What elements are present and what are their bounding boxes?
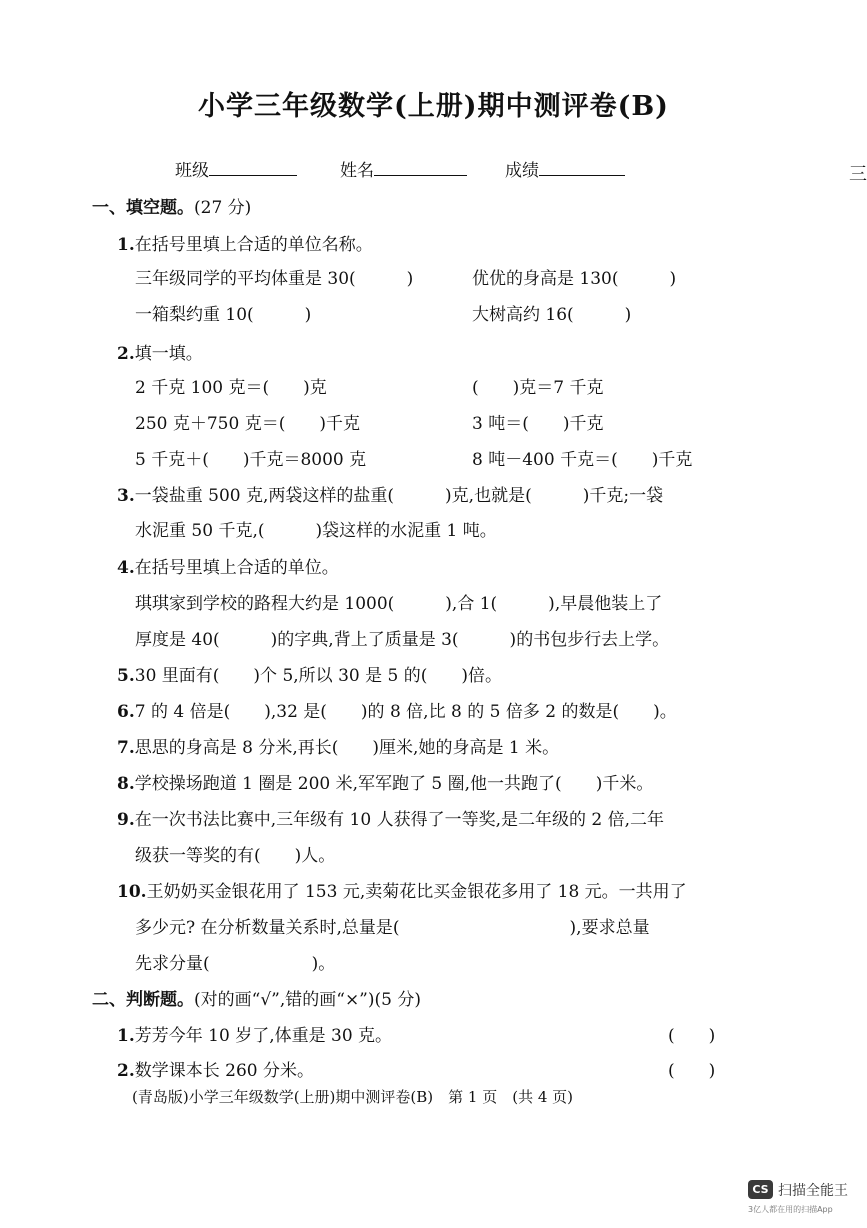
q7-text: 思思的身高是 8 分米,再长( )厘米,她的身高是 1 米。 [134,738,560,758]
q9-line2: 级获一等奖的有( )人。 [135,846,336,866]
q9-text-line1: 在一次书法比赛中,三年级有 10 人获得了一等奖,是二年级的 2 倍,二年 [134,810,665,830]
q5 [117,661,502,686]
section1-title: 一、填空题。 [92,198,194,218]
q3-number: 3. [117,486,135,506]
q4-number: 4. [117,558,135,578]
q3-line1 [117,481,663,506]
judge-q1-answer-bracket[interactable]: ( ) [668,1026,716,1046]
judge-q2 [117,1056,314,1081]
q8 [117,769,653,794]
q5-text: 30 里面有( )个 5,所以 30 是 5 的( )倍。 [134,666,503,686]
judge-q2-text: 数学课本长 260 分米。 [134,1061,315,1081]
q2-item-f: 8 吨－400 千克＝( )千克 [472,450,693,470]
q1-text: 在括号里填上合适的单位名称。 [134,235,373,255]
scanner-logo-icon: CS [748,1180,773,1199]
scanner-tagline: 3亿人都在用的扫描App [748,1205,833,1214]
judge-q2-answer-bracket[interactable]: ( ) [668,1061,716,1081]
q10-number: 10. [117,882,147,902]
q1-item-d: 大树高约 16( ) [472,305,632,325]
judge-q2-number: 2. [117,1061,135,1081]
q2-item-e: 5 千克＋( )千克＝8000 克 [135,450,367,470]
q1-stem [117,230,373,255]
page-footer: (青岛版)小学三年级数学(上册)期中测评卷(B) 第 1 页 (共 4 页) [132,1088,574,1106]
q8-number: 8. [117,774,135,794]
judge-q1 [117,1021,392,1046]
q5-number: 5. [117,666,135,686]
q6 [117,697,677,722]
q4-stem [117,553,339,578]
q2-item-d: 3 吨＝( )千克 [472,414,604,434]
q2-stem [117,339,203,364]
class-field [175,156,297,181]
section2-instruction: (对的画“√”,错的画“×”)(5 分) [194,990,421,1010]
q10-line2: 多少元? 在分析数量关系时,总量是( ),要求总量 [135,918,650,938]
q1-number: 1. [117,235,135,255]
section2-title: 二、判断题。 [92,990,194,1010]
score-field [505,156,625,181]
q2-number: 2. [117,344,135,364]
name-label: 姓名 [340,161,374,181]
name-field [340,156,467,181]
section2-heading [92,985,421,1010]
q2-item-a: 2 千克 100 克＝( )克 [135,378,327,398]
q1-item-c: 一箱梨约重 10( ) [135,305,312,325]
q4-text: 在括号里填上合适的单位。 [134,558,339,578]
section1-points: (27 分) [194,198,252,218]
class-label: 班级 [175,161,209,181]
q6-text: 7 的 4 倍是( ),32 是( )的 8 倍,比 8 的 5 倍多 2 的数是( )。 [134,702,677,722]
side-mark: 三 [849,164,867,185]
q2-item-b: ( )克＝7 千克 [472,378,604,398]
q6-number: 6. [117,702,135,722]
q9-number: 9. [117,810,135,830]
q10-line1 [117,877,687,902]
q9-line1 [117,805,664,830]
q10-line3: 先求分量( )。 [135,954,336,974]
q8-text: 学校操场跑道 1 圈是 200 米,军军跑了 5 圈,他一共跑了( )千米。 [134,774,654,794]
q7 [117,733,559,758]
section1-heading [92,193,251,218]
scanner-brand: 扫描全能王 [778,1183,848,1199]
judge-q1-number: 1. [117,1026,135,1046]
q4-line1: 琪琪家到学校的路程大约是 1000( ),合 1( ),早晨他装上了 [135,594,663,614]
q1-item-a: 三年级同学的平均体重是 30( ) [135,269,414,289]
name-blank[interactable] [374,159,467,176]
q2-item-c: 250 克＋750 克＝( )千克 [135,414,360,434]
judge-q1-text: 芳芳今年 10 岁了,体重是 30 克。 [134,1026,393,1046]
q1-item-b: 优优的身高是 130( ) [472,269,677,289]
q3-line2: 水泥重 50 千克,( )袋这样的水泥重 1 吨。 [135,521,497,541]
score-blank[interactable] [539,159,625,176]
q3-text-line1: 一袋盐重 500 克,两袋这样的盐重( )克,也就是( )千克;一袋 [134,486,664,506]
class-blank[interactable] [209,159,297,176]
score-label: 成绩 [505,161,539,181]
page-title: 小学三年级数学(上册)期中测评卷(B) [198,91,669,122]
q4-line2: 厚度是 40( )的字典,背上了质量是 3( )的书包步行去上学。 [135,630,670,650]
q2-text: 填一填。 [134,344,203,364]
q10-text-line1: 王奶奶买金银花用了 153 元,卖菊花比买金银花多用了 18 元。一共用了 [146,882,687,902]
q7-number: 7. [117,738,135,758]
